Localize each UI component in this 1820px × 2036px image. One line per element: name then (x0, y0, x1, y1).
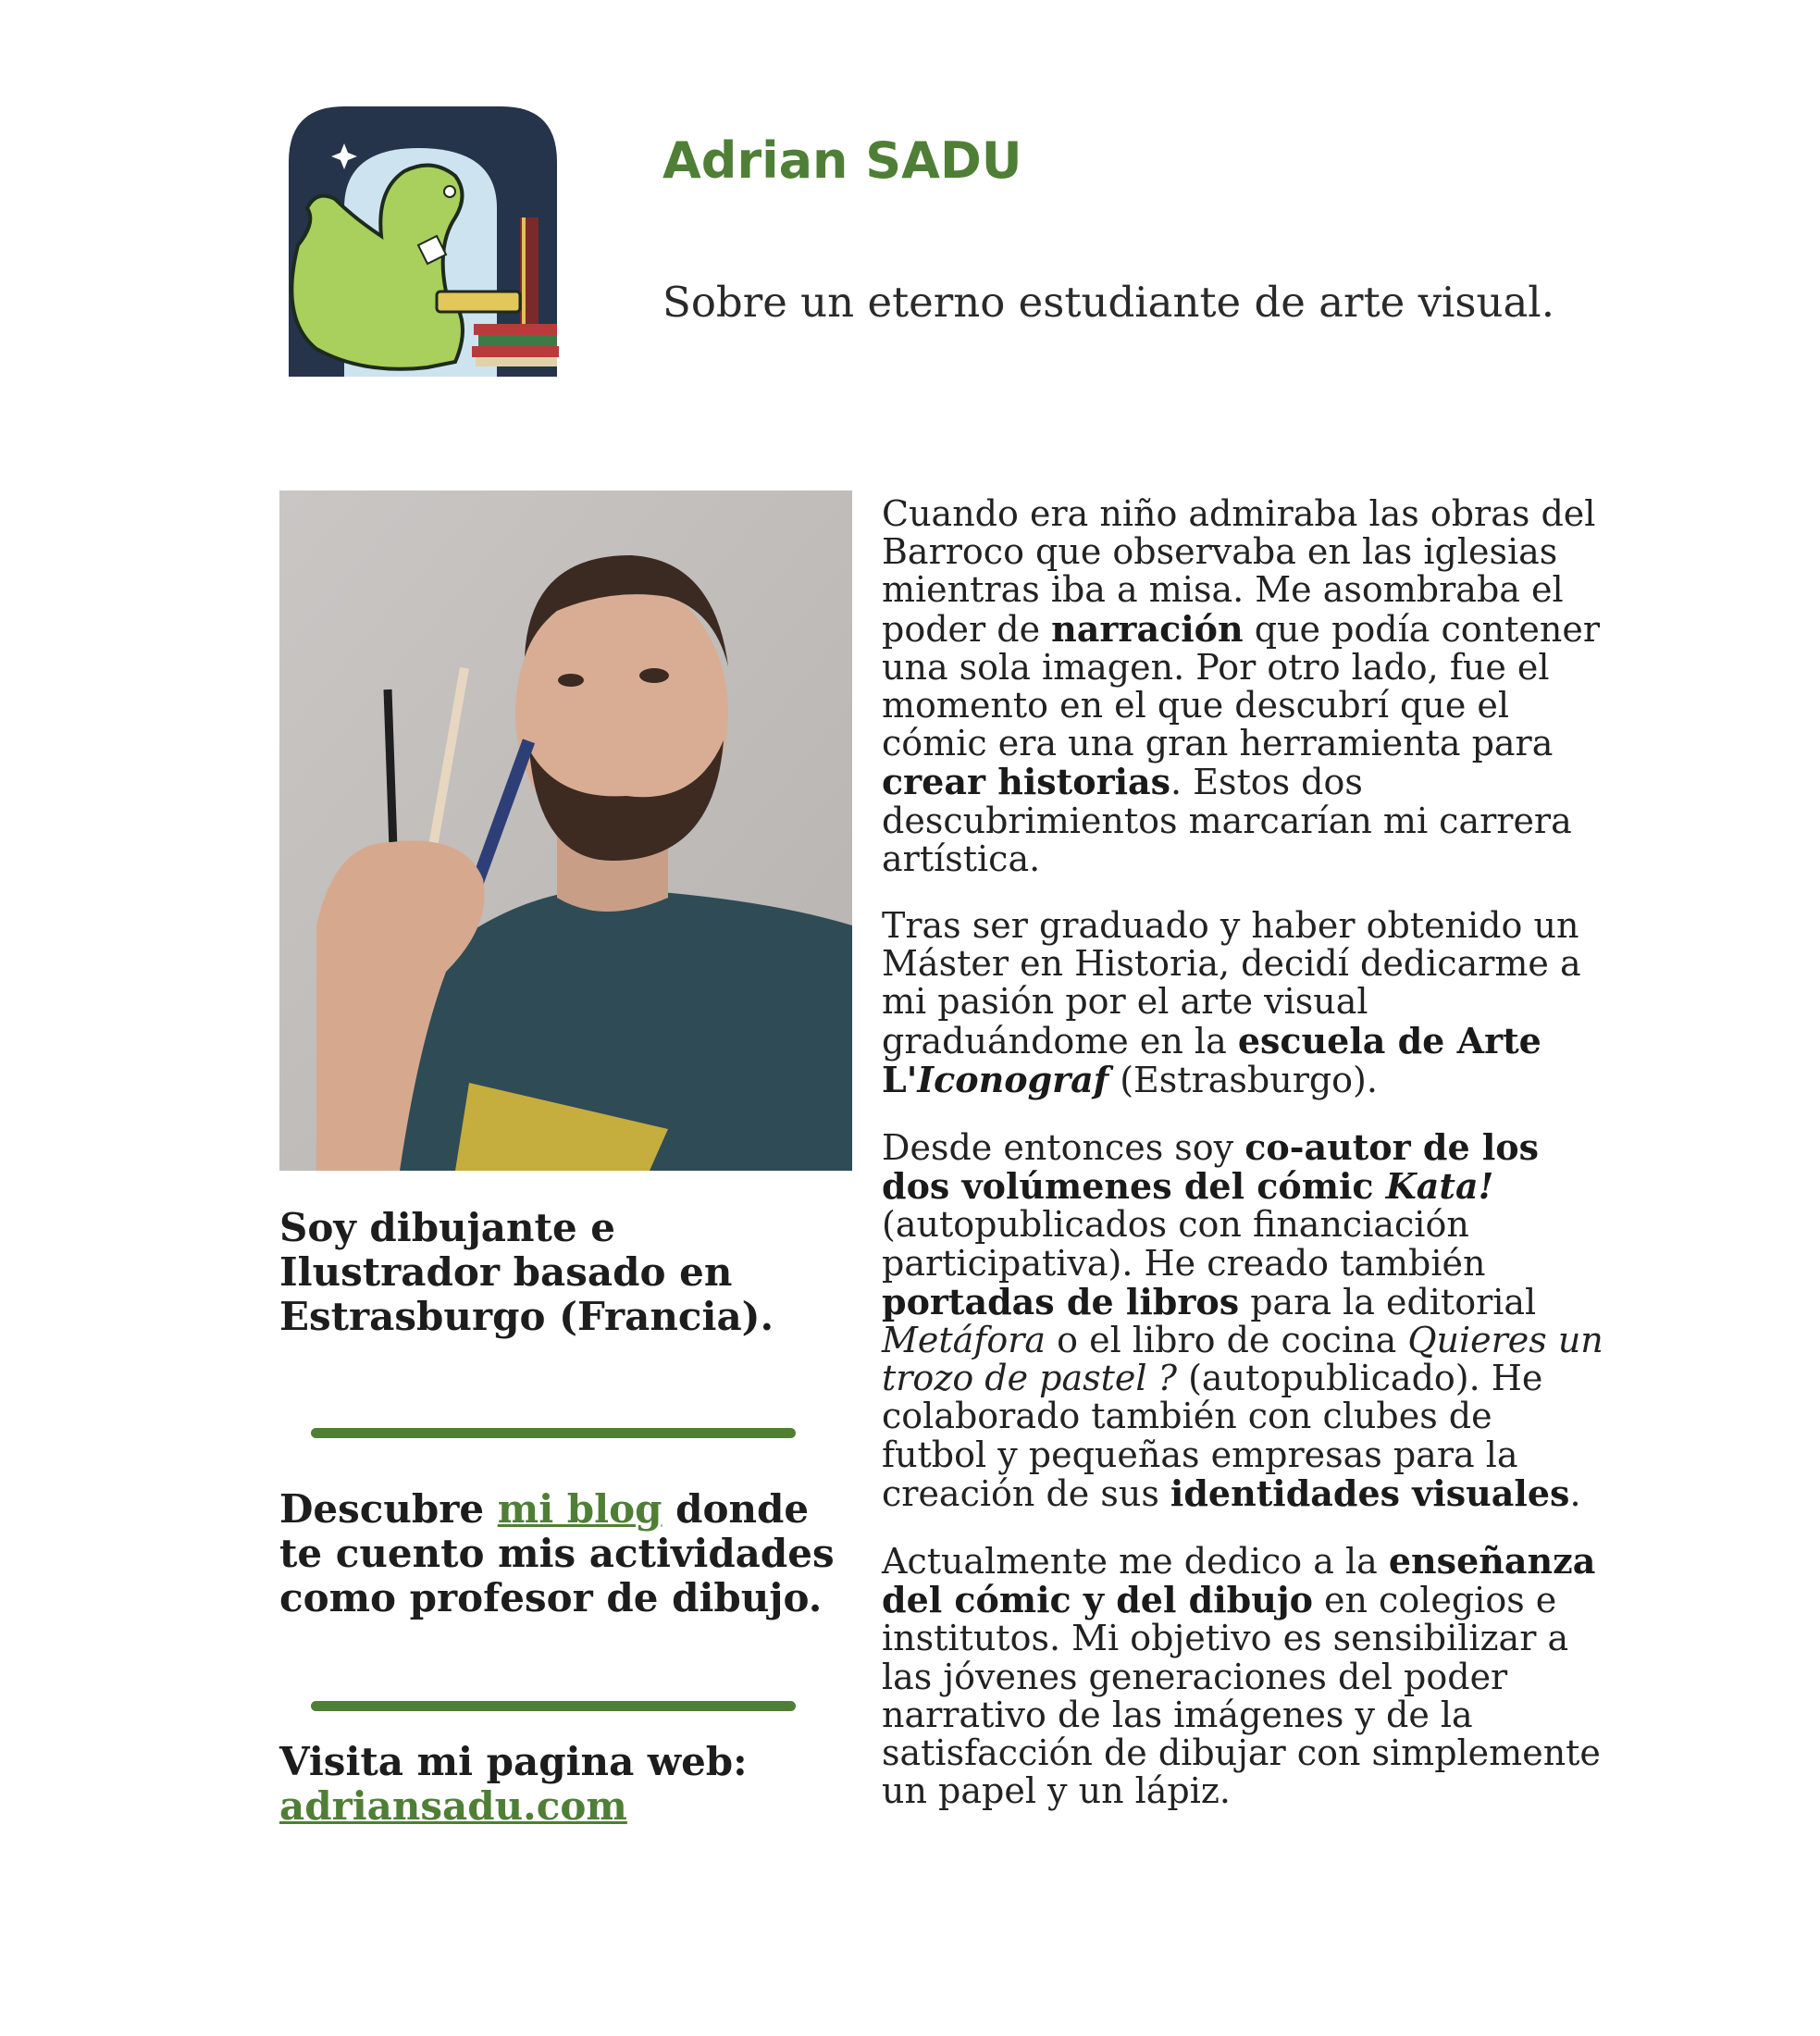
page-subtitle: Sobre un eterno estudiante de arte visual. (662, 278, 1555, 327)
bio-text: (autopublicados con financiación participativa). He creado también (882, 1204, 1486, 1284)
bio-emphasis: enseñanza del cómic y del dibujo (882, 1540, 1596, 1621)
bio-paragraph-1 (882, 495, 1603, 878)
bio-text: que podía contener una sola imagen. Por otro lado, fue el momento en el que descubrí que el cómic era una gran herramienta para (882, 608, 1601, 764)
intro-text: Soy dibujante e Ilustrador basado en Estrasburgo (Francia). (279, 1205, 774, 1339)
biography-column (882, 495, 1603, 1840)
blog-promo-text (279, 1487, 844, 1620)
bio-emphasis: crear historias (882, 761, 1171, 803)
bio-text: . (1569, 1472, 1581, 1514)
bio-text: Desde entonces soy (882, 1127, 1245, 1169)
divider (311, 1428, 796, 1438)
blog-text-after: donde te cuento mis actividades como profesor de dibujo. (279, 1486, 835, 1620)
dinosaur-writing-logo-icon (279, 106, 566, 377)
bio-italic: Metáfora (882, 1320, 1046, 1361)
bio-text: Cuando era niño admiraba las obras del Barroco que observaba en las iglesias mientras iba a misa. Me asombraba el poder de (882, 493, 1596, 650)
divider (311, 1701, 796, 1711)
page-title: Adrian SADU (662, 131, 1022, 190)
bio-emphasis: co-autor de los dos volúmenes del cómic (882, 1126, 1540, 1208)
bio-emphasis-italic: Kata! (1385, 1165, 1494, 1208)
website-label: Visita mi pagina web: (279, 1739, 748, 1784)
bio-text: Tras ser graduado y haber obtenido un Máster en Historia, decidí dedicarme a mi pasión por el arte visual graduándome en la (882, 905, 1581, 1061)
bio-text: (autopublicado). He colaborado también con clubes de futbol y pequeñas empresas para la creación de sus (882, 1358, 1543, 1514)
bio-paragraph-3 (882, 1128, 1603, 1513)
bio-emphasis: identidades visuales (1170, 1471, 1570, 1514)
blog-link[interactable]: mi blog (497, 1486, 662, 1532)
bio-emphasis-italic: Iconograf (917, 1058, 1109, 1100)
bio-text: para la editorial (1239, 1281, 1537, 1322)
bio-text: Actualmente me dedico a la (882, 1541, 1389, 1583)
bio-text: o el libro de cocina (1046, 1320, 1408, 1361)
bio-text: (Estrasburgo). (1108, 1059, 1378, 1100)
bio-italic: Quieres un trozo de pastel ? (882, 1320, 1603, 1399)
blog-text-before: Descubre (279, 1486, 498, 1532)
portrait-with-pens-photo (279, 490, 852, 1171)
bio-emphasis: escuela de Arte L' (882, 1019, 1541, 1100)
website-link[interactable]: adriansadu.com (279, 1783, 627, 1829)
website-promo-text (279, 1740, 844, 1829)
bio-paragraph-2 (882, 907, 1603, 1099)
bio-emphasis: narración (1051, 607, 1244, 650)
bio-text: en colegios e institutos. Mi objetivo es sensibilizar a las jóvenes generaciones del poder narrativo de las imágenes y de la satisfacción de dibujar con simplemente un papel y un lápiz. (882, 1580, 1601, 1812)
bio-text: . Estos dos descubrimientos marcarían mi carrera artística. (882, 762, 1572, 879)
bio-paragraph-4 (882, 1542, 1603, 1810)
bio-emphasis: portadas de libros (882, 1280, 1240, 1322)
